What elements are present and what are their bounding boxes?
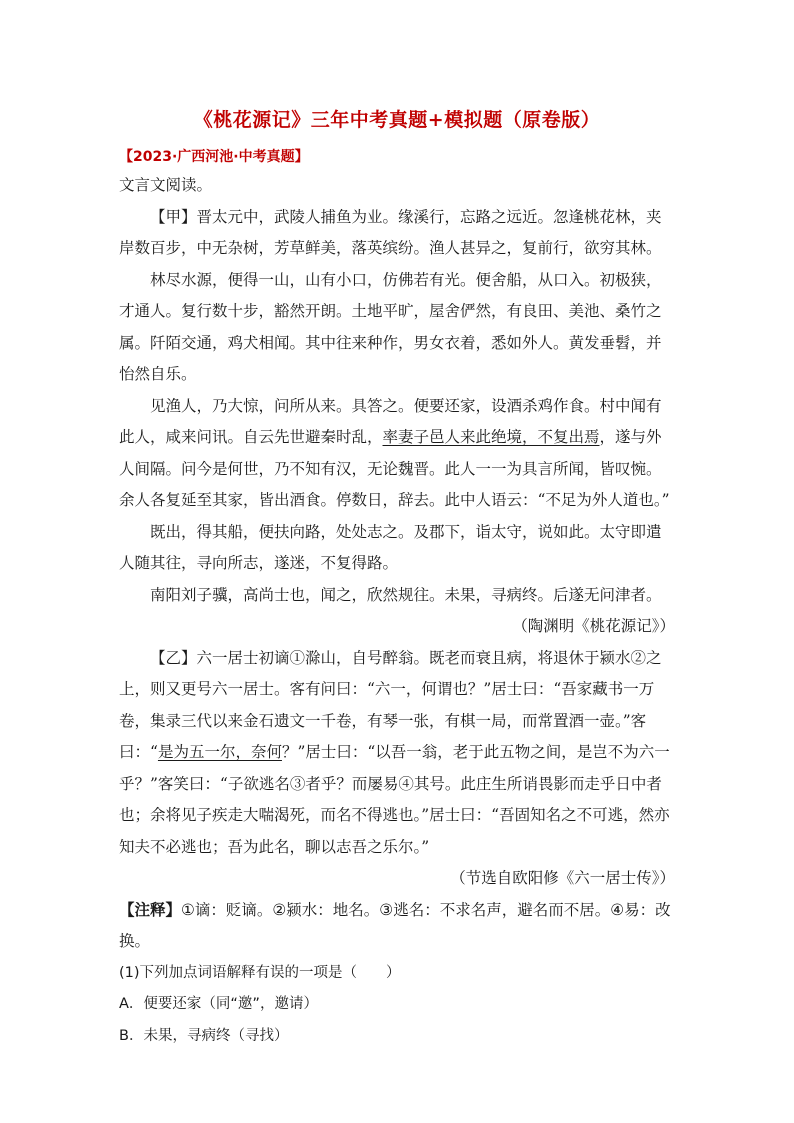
notes-label: 【注释】 (119, 900, 182, 919)
document-body (119, 170, 675, 1052)
source-tag: 【2023·广西河池·中考真题】 (119, 149, 309, 165)
notes-text: ①谪：贬谪。②颍水：地名。③逃名：不求名声，避名而不居。④易：改换。 (119, 900, 671, 950)
passage-a-paragraph-4: 既出，得其船，便扶向路，处处志之。及郡下，诣太守，说如此。太守即遣人随其往，寻向所志，遂迷，不复得路。 (119, 522, 662, 572)
page-title: 《桃花源记》三年中考真题+模拟题（原卷版） (193, 109, 601, 131)
underlined-sentence-b: 是为五一尔，奈何 (157, 743, 282, 761)
question-1-stem: (1)下列加点词语解释有误的一项是（ ） (119, 964, 401, 981)
passage-a-paragraph-5: 南阳刘子骥，高尚士也，闻之，欣然规往。未果，寻病终。后遂无问津者。 (150, 585, 662, 604)
passage-a-p3-text-before: 见渔人，乃大惊，问所从来。具答之。便要还家，设酒杀鸡作食。村中闻有此人，咸来问讯。自云先世避秦时乱， (119, 396, 662, 446)
question-1-option-b: B．未果，寻病终（寻找） (119, 1027, 289, 1044)
instruction: 文言文阅读。 (119, 176, 213, 194)
passage-a-paragraph-1: 【甲】晋太元中，武陵人捕鱼为业。缘溪行，忘路之远近。忽逢桃花林，夹岸数百步，中无杂树，芳草鲜美，落英缤纷。渔人甚异之，复前行，欲穷其林。 (119, 207, 662, 257)
notes (119, 895, 675, 958)
passage-b-text-after: ？”居士曰：“以吾一翁，老于此五物之间，是岂不为六一乎？”客笑曰：“子欲逃名③者乎？而屡易④其号。此庄生所诮畏影而走乎日中者也；余将见子疾走大喘渴死，而名不得逃也。”居士曰：“吾固知名之不可逃，然亦知夫不必逃也；吾为此名，聊以志吾之乐尔。” (119, 743, 670, 856)
passage-a-paragraph-2: 林尽水源，便得一山，山有小口，仿佛若有光。便舍船，从口入。初极狭，才通人。复行数十步，豁然开朗。土地平旷，屋舍俨然，有良田、美池、桑竹之属。阡陌交通，鸡犬相闻。其中往来种作，男女衣着，悉如外人。黄发垂髫，并怡然自乐。 (119, 270, 662, 383)
question-1-option-a: A．便要还家（同“邀”，邀请） (119, 996, 318, 1012)
passage-b-text-before: 【乙】六一居士初谪①滁山，自号醉翁。既老而衰且病，将退休于颍水②之上，则又更号六一居士。客有问曰：“六一，何谓也？”居士曰：“吾家藏书一万卷，集录三代以来金石遗文一千卷，有琴一张，有棋一局，而常置酒一壶。”客曰：“ (119, 648, 662, 761)
passage-a-p3-text-after: ，遂与外人间隔。问今是何世，乃不知有汉，无论魏晋。此人一一为具言所闻，皆叹惋。余人各复延至其家，皆出酒食。停数日，辞去。此中人语云：“不足为外人道也。” (119, 428, 670, 509)
underlined-sentence-a: 率妻子邑人来此绝境，不复出焉 (382, 428, 600, 446)
passage-b-paragraph (119, 643, 675, 864)
passage-b-attribution: （节选自欧阳修《六一居士传》） (450, 869, 675, 887)
passage-a-paragraph-3 (119, 391, 675, 517)
passage-a-attribution: （陶渊明《桃花源记》） (512, 617, 675, 635)
